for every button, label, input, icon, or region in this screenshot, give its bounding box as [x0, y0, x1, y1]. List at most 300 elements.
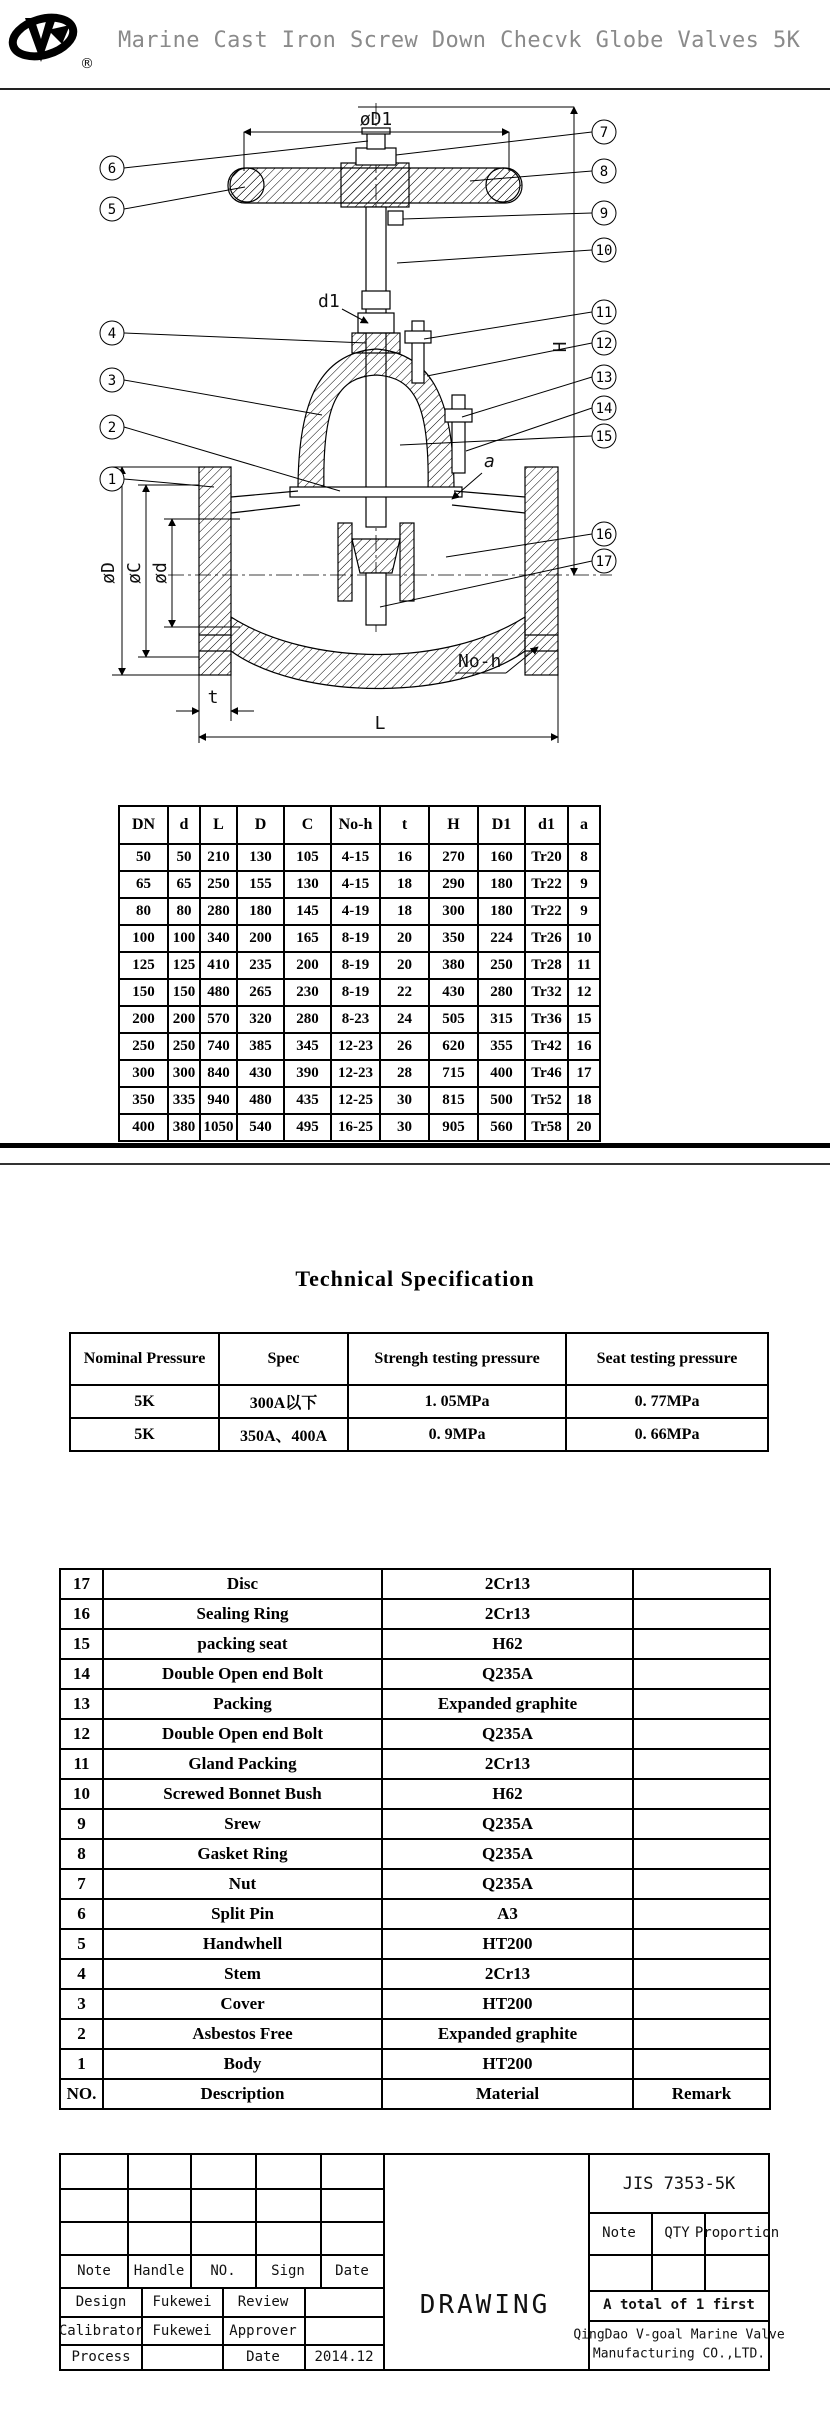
table-cell: 11	[568, 952, 600, 979]
table-cell: 480	[237, 1087, 284, 1114]
table-cell: 130	[237, 844, 284, 871]
table-row	[60, 1749, 770, 1779]
table-cell: 270	[429, 844, 478, 871]
table-cell: 8-19	[331, 925, 380, 952]
table-cell: 12-23	[331, 1033, 380, 1060]
table-cell: 50	[119, 844, 168, 871]
table-cell: D1	[478, 806, 525, 844]
table-cell: 0. 9MPa	[348, 1418, 566, 1451]
table-row	[119, 1060, 600, 1087]
dimension-table-header	[119, 806, 600, 844]
tb-total-note: A total of 1 first	[603, 2297, 755, 2313]
table-cell: No-h	[331, 806, 380, 844]
table-cell: 2Cr13	[382, 1959, 633, 1989]
table-cell: Cover	[103, 1989, 382, 2019]
table-cell: 1	[60, 2049, 103, 2079]
table-cell: 14	[60, 1659, 103, 1689]
table-cell: Tr22	[525, 898, 568, 925]
table-row	[60, 1959, 770, 1989]
bonnet-bush	[358, 313, 394, 333]
table-cell: 16-25	[331, 1114, 380, 1141]
label-od: ød	[150, 562, 171, 584]
table-cell: Q235A	[382, 1809, 633, 1839]
table-cell: 145	[284, 898, 331, 925]
valve-cross-section-drawing	[0, 95, 830, 750]
callout-4	[100, 321, 366, 345]
table-cell: 315	[478, 1006, 525, 1033]
table-cell: 355	[478, 1033, 525, 1060]
table-cell: Tr52	[525, 1087, 568, 1114]
table-cell: 65	[119, 871, 168, 898]
table-cell: 100	[119, 925, 168, 952]
table-cell: 3	[60, 1989, 103, 2019]
svg-text:16: 16	[595, 527, 613, 543]
table-cell: 4-15	[331, 844, 380, 871]
table-cell: 500	[478, 1087, 525, 1114]
parts-table-footer	[60, 2079, 770, 2109]
table-cell: 150	[168, 979, 200, 1006]
table-cell	[633, 1839, 770, 1869]
svg-text:2: 2	[107, 420, 117, 436]
gland-bolt	[412, 321, 424, 383]
table-row	[70, 1418, 768, 1451]
tb-line	[651, 2212, 653, 2290]
table-cell: 17	[568, 1060, 600, 1087]
table-cell	[633, 2019, 770, 2049]
svg-text:5: 5	[107, 202, 117, 218]
table-cell: 15	[568, 1006, 600, 1033]
tb-line	[127, 2155, 129, 2287]
table-cell: 300	[119, 1060, 168, 1087]
table-cell: 350	[119, 1087, 168, 1114]
table-cell: 380	[429, 952, 478, 979]
table-cell: Q235A	[382, 1659, 633, 1689]
tb-line	[304, 2287, 306, 2369]
table-cell: H	[429, 806, 478, 844]
table-cell: 940	[200, 1087, 237, 1114]
table-row	[60, 1719, 770, 1749]
label-L: L	[374, 713, 386, 734]
table-cell: 430	[429, 979, 478, 1006]
tb-design-name: Fukewei	[152, 2294, 212, 2310]
table-cell: Srew	[103, 1809, 382, 1839]
table-row	[119, 871, 600, 898]
tb-drawing-label: DRAWING	[419, 2290, 551, 2320]
table-cell: 50	[168, 844, 200, 871]
tb-line	[588, 2254, 770, 2256]
table-cell: 125	[119, 952, 168, 979]
table-cell	[633, 1719, 770, 1749]
table-cell: HT200	[382, 2049, 633, 2079]
table-cell: A3	[382, 1899, 633, 1929]
table-cell: 10	[568, 925, 600, 952]
table-row	[119, 952, 600, 979]
table-cell: 22	[380, 979, 429, 1006]
table-cell: Double Open end Bolt	[103, 1719, 382, 1749]
label-oD1: øD1	[359, 109, 393, 130]
table-cell: Material	[382, 2079, 633, 2109]
tb-line	[320, 2155, 322, 2287]
svg-text:17: 17	[595, 554, 613, 570]
table-cell	[633, 1689, 770, 1719]
callout-12	[427, 331, 616, 376]
svg-text:12: 12	[595, 336, 613, 352]
stem-collar	[362, 291, 390, 309]
table-cell: 17	[60, 1569, 103, 1599]
table-cell: 2Cr13	[382, 1749, 633, 1779]
table-row	[60, 1659, 770, 1689]
table-row	[119, 898, 600, 925]
table-cell: 345	[284, 1033, 331, 1060]
table-row	[60, 1689, 770, 1719]
svg-text:9: 9	[599, 206, 609, 222]
table-cell: 265	[237, 979, 284, 1006]
gland-bolt-nut	[405, 331, 431, 343]
table-row	[60, 1839, 770, 1869]
table-row	[60, 1989, 770, 2019]
tb-note-label: Note	[77, 2263, 111, 2279]
table-cell: 160	[478, 844, 525, 871]
label-oC: øC	[124, 562, 145, 584]
parts-table	[59, 1568, 771, 2110]
tb-date2-label: Date	[246, 2349, 280, 2365]
table-cell: 4-19	[331, 898, 380, 925]
table-cell: Sealing Ring	[103, 1599, 382, 1629]
table-cell: D	[237, 806, 284, 844]
table-row	[60, 2019, 770, 2049]
table-cell: 9	[568, 898, 600, 925]
table-cell: t	[380, 806, 429, 844]
table-cell: 80	[168, 898, 200, 925]
table-cell	[633, 1599, 770, 1629]
table-cell	[633, 1989, 770, 2019]
table-cell: 150	[119, 979, 168, 1006]
table-row	[60, 1569, 770, 1599]
table-cell: 0. 77MPa	[566, 1385, 768, 1418]
tb-sign-label: Sign	[271, 2263, 305, 2279]
tb-line	[704, 2212, 706, 2290]
table-cell: 12	[568, 979, 600, 1006]
table-cell: 8	[568, 844, 600, 871]
table-cell: 125	[168, 952, 200, 979]
tb-company-line2: Manufacturing CO.,LTD.	[592, 2346, 766, 2362]
table-cell: 335	[168, 1087, 200, 1114]
callout-5	[100, 187, 245, 221]
svg-text:11: 11	[595, 305, 613, 321]
flange-left	[199, 467, 231, 675]
table-cell: Q235A	[382, 1719, 633, 1749]
table-cell: 290	[429, 871, 478, 898]
table-cell: Expanded graphite	[382, 2019, 633, 2049]
table-cell	[633, 1959, 770, 1989]
table-cell: 540	[237, 1114, 284, 1141]
table-cell: 155	[237, 871, 284, 898]
table-cell: 340	[200, 925, 237, 952]
header-divider	[0, 88, 830, 90]
table-cell: 350	[429, 925, 478, 952]
table-cell: 7	[60, 1869, 103, 1899]
tb-line	[61, 2254, 383, 2256]
table-cell: Gasket Ring	[103, 1839, 382, 1869]
table-row	[119, 925, 600, 952]
table-row	[60, 1929, 770, 1959]
tb-line	[588, 2212, 770, 2214]
table-cell: 20	[380, 925, 429, 952]
table-cell	[633, 1659, 770, 1689]
table-cell: DN	[119, 806, 168, 844]
table-cell: 840	[200, 1060, 237, 1087]
svg-text:1: 1	[107, 472, 117, 488]
table-cell: Tr20	[525, 844, 568, 871]
table-cell: 28	[380, 1060, 429, 1087]
table-cell: 100	[168, 925, 200, 952]
table-cell: 18	[380, 898, 429, 925]
callout-7	[396, 120, 616, 155]
table-row	[119, 806, 600, 844]
table-cell	[633, 1779, 770, 1809]
table-cell	[633, 1749, 770, 1779]
table-cell: 620	[429, 1033, 478, 1060]
table-cell: 16	[380, 844, 429, 871]
tb-line	[588, 2320, 770, 2322]
callout-3	[100, 368, 322, 415]
table-cell: 12	[60, 1719, 103, 1749]
tb-calibrator-label: Calibrator	[58, 2323, 144, 2339]
table-cell: Q235A	[382, 1839, 633, 1869]
table-cell: 2Cr13	[382, 1599, 633, 1629]
parts-table-body	[60, 1569, 770, 2079]
table-cell: 6	[60, 1899, 103, 1929]
table-cell: 200	[237, 925, 284, 952]
table-cell: Body	[103, 2049, 382, 2079]
table-cell: 380	[168, 1114, 200, 1141]
dimension-table-body	[119, 844, 600, 1141]
table-cell	[633, 1809, 770, 1839]
table-cell: 0. 66MPa	[566, 1418, 768, 1451]
table-cell: 165	[284, 925, 331, 952]
table-cell: 400	[119, 1114, 168, 1141]
table-cell: 4	[60, 1959, 103, 1989]
tb-line	[255, 2155, 257, 2287]
disc	[352, 539, 400, 573]
a-arrow	[452, 473, 482, 499]
split-pin	[367, 133, 385, 149]
title-block	[58, 2153, 785, 2371]
table-row	[60, 1899, 770, 1929]
table-cell: 300A以下	[219, 1385, 348, 1418]
section-divider-thin	[0, 1163, 830, 1165]
table-row	[119, 1087, 600, 1114]
table-cell: Description	[103, 2079, 382, 2109]
table-cell: 250	[478, 952, 525, 979]
table-cell: 230	[284, 979, 331, 1006]
table-cell: 80	[119, 898, 168, 925]
table-row	[60, 1869, 770, 1899]
tb-date-value: 2014.12	[314, 2349, 374, 2365]
tb-handle-label: Handle	[133, 2263, 185, 2279]
table-cell: HT200	[382, 1929, 633, 1959]
table-cell: Nut	[103, 1869, 382, 1899]
table-cell: Packing	[103, 1689, 382, 1719]
table-cell	[633, 1899, 770, 1929]
table-cell: 715	[429, 1060, 478, 1087]
table-cell: 390	[284, 1060, 331, 1087]
table-cell: 65	[168, 871, 200, 898]
table-cell: Tr32	[525, 979, 568, 1006]
page-title: Marine Cast Iron Screw Down Checvk Globe Valves 5K	[118, 28, 801, 53]
table-cell: 300	[429, 898, 478, 925]
tb-line	[61, 2221, 383, 2223]
table-cell: Double Open end Bolt	[103, 1659, 382, 1689]
table-cell: 20	[568, 1114, 600, 1141]
table-cell: 180	[478, 898, 525, 925]
table-cell: 9	[568, 871, 600, 898]
table-row	[60, 1809, 770, 1839]
table-cell: HT200	[382, 1989, 633, 2019]
callout-17	[380, 549, 616, 607]
spec-table-body	[70, 1385, 768, 1451]
table-cell: 16	[60, 1599, 103, 1629]
table-cell: 180	[478, 871, 525, 898]
table-cell: 26	[380, 1033, 429, 1060]
table-cell: 350A、400A	[219, 1418, 348, 1451]
table-cell: 13	[60, 1689, 103, 1719]
tb-review-label: Review	[237, 2294, 289, 2310]
table-cell: L	[200, 806, 237, 844]
table-cell: Screwed Bonnet Bush	[103, 1779, 382, 1809]
tb-no-label: NO.	[210, 2263, 236, 2279]
table-row	[70, 1385, 768, 1418]
svg-text:6: 6	[107, 161, 117, 177]
flange-right	[525, 467, 558, 675]
table-cell: Split Pin	[103, 1899, 382, 1929]
table-cell: H62	[382, 1629, 633, 1659]
table-cell: Nominal Pressure	[70, 1333, 219, 1385]
table-row	[60, 2049, 770, 2079]
table-cell: 480	[200, 979, 237, 1006]
label-d1: d1	[318, 291, 340, 312]
table-cell: 430	[237, 1060, 284, 1087]
tb-company-line1: QingDao V-goal Marine Valve	[573, 2327, 785, 2343]
tb-line	[588, 2290, 770, 2292]
table-cell: Tr22	[525, 871, 568, 898]
table-cell: 495	[284, 1114, 331, 1141]
bonnet-bolt	[452, 395, 465, 473]
table-cell: d1	[525, 806, 568, 844]
table-cell: Seat testing pressure	[566, 1333, 768, 1385]
table-cell: 2Cr13	[382, 1569, 633, 1599]
spec-table-header	[70, 1333, 768, 1385]
table-cell: 560	[478, 1114, 525, 1141]
table-cell: Handwhell	[103, 1929, 382, 1959]
table-cell: 224	[478, 925, 525, 952]
spec-section-title: Technical Specification	[295, 1266, 535, 1291]
table-cell: 10	[60, 1779, 103, 1809]
table-cell: Disc	[103, 1569, 382, 1599]
bonnet-flange-joint	[290, 487, 462, 497]
tb-note-col-label: Note	[602, 2225, 636, 2241]
svg-text:14: 14	[595, 401, 613, 417]
handwheel-hub	[341, 163, 409, 207]
table-cell: 5K	[70, 1385, 219, 1418]
table-cell: a	[568, 806, 600, 844]
table-cell: 12-23	[331, 1060, 380, 1087]
table-row	[119, 979, 600, 1006]
table-cell: Tr46	[525, 1060, 568, 1087]
table-cell: 8-19	[331, 952, 380, 979]
table-cell: 15	[60, 1629, 103, 1659]
table-row	[119, 1006, 600, 1033]
stem-nut	[356, 148, 396, 165]
table-cell: Tr42	[525, 1033, 568, 1060]
table-cell: NO.	[60, 2079, 103, 2109]
callout-11	[424, 300, 616, 339]
table-cell: Strengh testing pressure	[348, 1333, 566, 1385]
table-cell: 11	[60, 1749, 103, 1779]
tb-process-label: Process	[71, 2349, 131, 2365]
table-cell: 320	[237, 1006, 284, 1033]
table-cell: 815	[429, 1087, 478, 1114]
table-cell: 1050	[200, 1114, 237, 1141]
table-cell: 1. 05MPa	[348, 1385, 566, 1418]
table-cell	[633, 1569, 770, 1599]
table-cell: 2	[60, 2019, 103, 2049]
svg-text:15: 15	[595, 429, 613, 445]
seat-wall-right	[400, 523, 414, 601]
tb-proportion-col-label: Proportion	[694, 2225, 780, 2241]
table-cell: 130	[284, 871, 331, 898]
table-cell: 400	[478, 1060, 525, 1087]
table-cell	[633, 1629, 770, 1659]
table-row	[60, 1599, 770, 1629]
tb-line	[190, 2155, 192, 2287]
seat-wall-left	[338, 523, 352, 601]
table-cell: 12-25	[331, 1087, 380, 1114]
table-row	[60, 1629, 770, 1659]
table-cell: 20	[380, 952, 429, 979]
svg-text:13: 13	[595, 370, 613, 386]
vgoal-logo	[8, 6, 82, 72]
table-cell: 200	[284, 952, 331, 979]
table-cell: 18	[568, 1087, 600, 1114]
table-cell: 5	[60, 1929, 103, 1959]
table-cell: 300	[168, 1060, 200, 1087]
label-oD: øD	[98, 562, 119, 584]
svg-text:8: 8	[599, 164, 609, 180]
table-cell: Tr26	[525, 925, 568, 952]
svg-text:7: 7	[599, 125, 609, 141]
table-cell: 740	[200, 1033, 237, 1060]
table-cell: Tr36	[525, 1006, 568, 1033]
table-cell: 385	[237, 1033, 284, 1060]
table-cell: 280	[478, 979, 525, 1006]
table-cell: 8	[60, 1839, 103, 1869]
table-cell: 180	[237, 898, 284, 925]
table-cell: 905	[429, 1114, 478, 1141]
table-cell: 8-19	[331, 979, 380, 1006]
tb-line	[383, 2155, 385, 2369]
table-cell: 16	[568, 1033, 600, 1060]
table-row	[70, 1333, 768, 1385]
table-cell: 280	[284, 1006, 331, 1033]
table-cell: 200	[168, 1006, 200, 1033]
tb-approver-label: Approver	[229, 2323, 297, 2339]
table-row	[119, 1114, 600, 1141]
screw	[388, 211, 403, 225]
table-cell: 5K	[70, 1418, 219, 1451]
table-cell: 30	[380, 1087, 429, 1114]
table-cell: Tr58	[525, 1114, 568, 1141]
